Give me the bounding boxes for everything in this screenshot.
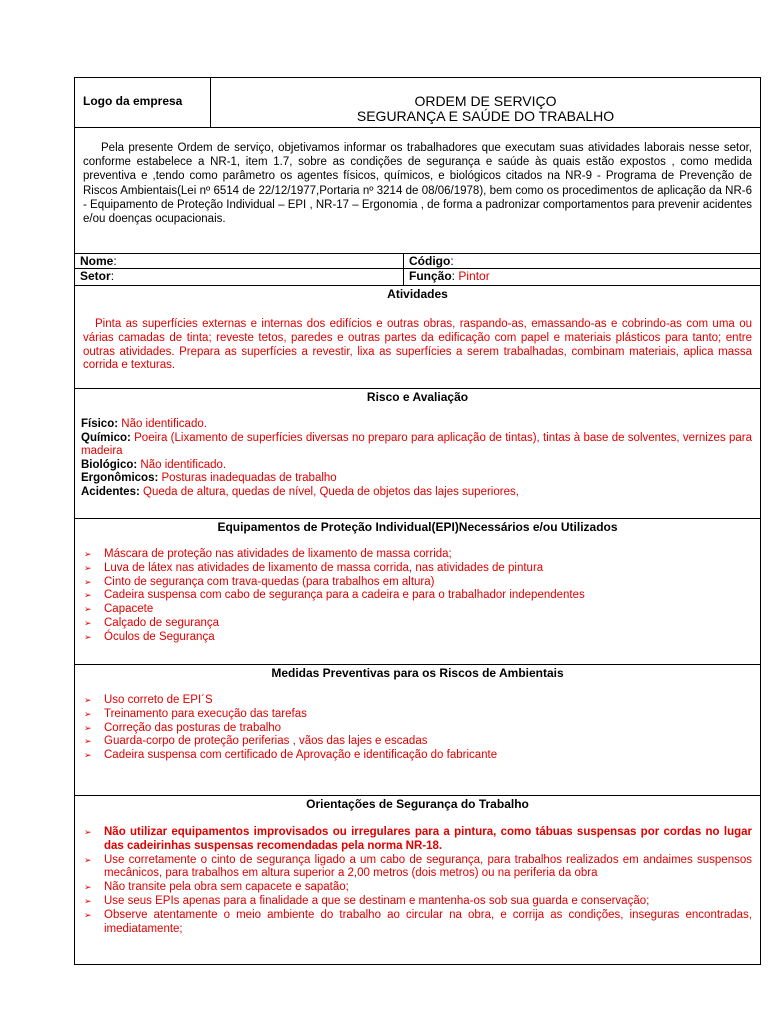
- title-line-2: SEGURANÇA E SAÚDE DO TRABALHO: [356, 108, 615, 124]
- list-item-text: Máscara de proteção nas atividades de lixamento de massa corrida;: [104, 548, 452, 560]
- list-item: [84, 603, 752, 617]
- list-item: [84, 616, 752, 631]
- risco-label: Ergonômicos:: [81, 472, 159, 485]
- arrow-bullet-icon: ➢: [84, 604, 92, 615]
- list-item-text: Cinto de segurança com trava-quedas (para trabalhos em altura): [104, 575, 435, 588]
- list-item: [84, 561, 752, 576]
- arrow-bullet-icon: ➢: [84, 750, 92, 761]
- codigo-label: Código: [409, 254, 451, 268]
- list-item-text: Cadeira suspensa com certificado de Aprovação e identificação do fabricante: [104, 749, 498, 762]
- arrow-bullet-icon: ➢: [84, 854, 92, 865]
- list-item: [84, 894, 752, 909]
- risco-value: Posturas inadequadas de trabalho: [161, 472, 337, 485]
- arrow-bullet-icon: ➢: [84, 722, 92, 733]
- arrow-bullet-icon: ➢: [84, 549, 92, 559]
- risco-value: Não identificado.: [140, 458, 227, 471]
- info-row-2: [75, 269, 760, 286]
- list-item: [84, 721, 752, 736]
- list-item-text: Uso correto de EPI´S: [104, 694, 213, 706]
- atividades-section: [75, 286, 760, 389]
- atividades-title: Atividades: [387, 287, 448, 301]
- funcao-cell: Função: Pintor: [409, 269, 490, 283]
- risco-label: Físico:: [81, 418, 119, 430]
- risco-section: [75, 389, 760, 519]
- list-item: [84, 853, 752, 882]
- list-item-text: Óculos de Segurança: [104, 630, 215, 643]
- risco-item-quimico: [81, 432, 752, 459]
- codigo-cell: Código:: [409, 254, 454, 268]
- list-item: [84, 630, 752, 645]
- risco-title: Risco e Avaliação: [366, 390, 469, 404]
- intro-section: [75, 128, 760, 254]
- document-title: [211, 94, 760, 124]
- setor-cell: Setor:: [75, 269, 404, 285]
- epi-list: [75, 548, 760, 645]
- medidas-title: Medidas Preventivas para os Riscos de Ambientais: [271, 666, 564, 680]
- list-item-text: Não transite pela obra sem capacete e sapatão;: [104, 881, 349, 894]
- list-item-text: Capacete: [104, 603, 154, 616]
- list-item: [84, 735, 752, 749]
- orientacoes-title: Orientações de Segurança do Trabalho: [306, 797, 529, 811]
- list-item-text: Não utilizar equipamentos improvisados ou irregulares para a pintura, como tábuas suspensas por cordas no lugar das cadeirinhas suspensas recomendadas pela norma NR-18.: [104, 826, 752, 852]
- arrow-bullet-icon: ➢: [84, 909, 92, 920]
- header-row: [75, 78, 760, 128]
- risco-item-acidentes: [81, 486, 752, 500]
- risco-label: Acidentes:: [81, 485, 140, 498]
- atividades-text: Pinta as superfícies externas e internas dos edifícios e outras obras, raspando-as, emassando-as e cobrindo-as com uma ou várias camadas de tinta; reveste tetos, paredes e outras partes da edificação com papel e materiais plásticos para tanto; entre outras atividades. Prepara as superfícies a revestir, lixa as superfícies a serem trabalhadas, combinam materiais, aplica massa corrida e texturas.: [83, 318, 752, 372]
- title-line-1: ORDEM DE SERVIÇO: [414, 93, 557, 109]
- nome-cell: Nome:: [75, 254, 404, 268]
- risco-item-biologico: [81, 459, 752, 473]
- nome-label: Nome: [80, 254, 114, 268]
- epi-title: Equipamentos de Proteção Individual(EPI)Necessários e/ou Utilizados: [217, 520, 618, 534]
- list-item: [84, 826, 752, 854]
- arrow-bullet-icon: ➢: [84, 736, 92, 747]
- medidas-section: [75, 665, 760, 796]
- risco-item-ergonomicos: [81, 472, 752, 486]
- list-item: [84, 707, 752, 722]
- list-item-text: Observe atentamente o meio ambiente do trabalho ao circular na obra, e corrija as condições, inseguras encontradas, imediatamente;: [104, 908, 752, 935]
- arrow-bullet-icon: ➢: [84, 590, 92, 601]
- list-item: [84, 548, 752, 562]
- arrow-bullet-icon: ➢: [84, 562, 92, 573]
- list-item: [84, 881, 752, 895]
- arrow-bullet-icon: ➢: [84, 827, 92, 837]
- intro-paragraph: Pela presente Ordem de serviço, objetivamos informar os trabalhadores que executam suas atividades laborais nesse setor, conforme estabelece a NR-1, item 1.7, sobre as condições de segurança e saúde às quais estão expostos , como medida preventiva e ,tendo como parâmetro os agentes físicos, químicos, e biológicos citados na NR-9 - Programa de Prevenção de Riscos Ambientais(Lei nº 6514 de 22/12/1977,Portaria nº 3214 de 08/06/1978), bem como os procedimentos de aplicação da NR-6 - Equipamento de Proteção Individual – EPI , NR-17 – Ergonomia , de forma a padronizar comportamentos para prevenir acidentes e/ou doenças ocupacionais.: [83, 142, 752, 226]
- info-row-1: [75, 254, 760, 269]
- list-item: [84, 908, 752, 937]
- risco-value: Queda de altura, quedas de nível, Queda de objetos das lajes superiores,: [143, 485, 519, 498]
- arrow-bullet-icon: ➢: [84, 617, 92, 628]
- setor-label: Setor: [80, 269, 111, 283]
- list-item-text: Use corretamente o cinto de segurança ligado a um cabo de segurança, para trabalhos realizados em andaimes suspensos mecânicos, para trabalhos em altura superior a 2,00 metros (dois metros) ou na periferia da obra: [104, 853, 752, 880]
- arrow-bullet-icon: ➢: [84, 882, 92, 893]
- funcao-label: Função: [409, 269, 452, 283]
- list-item: [84, 575, 752, 590]
- risco-list: [81, 418, 752, 500]
- list-item: [84, 589, 752, 603]
- list-item: [84, 694, 752, 708]
- list-item-text: Treinamento para execução das tarefas: [104, 707, 307, 720]
- arrow-bullet-icon: ➢: [84, 576, 92, 587]
- arrow-bullet-icon: ➢: [84, 895, 92, 906]
- list-item-text: Correção das posturas de trabalho: [104, 721, 282, 734]
- list-item-text: Calçado de segurança: [104, 616, 220, 629]
- risco-label: Químico:: [81, 431, 131, 444]
- company-logo-placeholder: Logo da empresa: [75, 78, 211, 127]
- orientacoes-list: [75, 826, 760, 936]
- arrow-bullet-icon: ➢: [84, 708, 92, 719]
- list-item-text: Guarda-corpo de proteção periferias , vãos das lajes e escadas: [104, 735, 428, 748]
- risco-item-fisico: [81, 418, 752, 432]
- list-item-text: Use seus EPIs apenas para a finalidade a que se destinam e mantenha-os sob sua guarda e conservação;: [104, 894, 650, 907]
- orientacoes-section: [75, 796, 760, 965]
- risco-value: Não identificado.: [121, 418, 207, 430]
- funcao-value: Pintor: [458, 269, 490, 283]
- list-item: [84, 749, 752, 763]
- list-item-text: Luva de látex nas atividades de lixamento de massa corrida, nas atividades de pintura: [104, 561, 544, 574]
- epi-section: [75, 519, 760, 665]
- risco-label: Biológico:: [81, 458, 138, 471]
- list-item-text: Cadeira suspensa com cabo de segurança para a cadeira e para o trabalhador independentes: [104, 589, 585, 602]
- risco-value: Poeira (Lixamento de superfícies diversas no preparo para aplicação de tintas), tintas à base de solventes, vernizes para madeira: [81, 431, 752, 458]
- arrow-bullet-icon: ➢: [84, 695, 92, 705]
- service-order-document: [74, 77, 761, 965]
- arrow-bullet-icon: ➢: [84, 631, 92, 642]
- medidas-list: [75, 694, 760, 763]
